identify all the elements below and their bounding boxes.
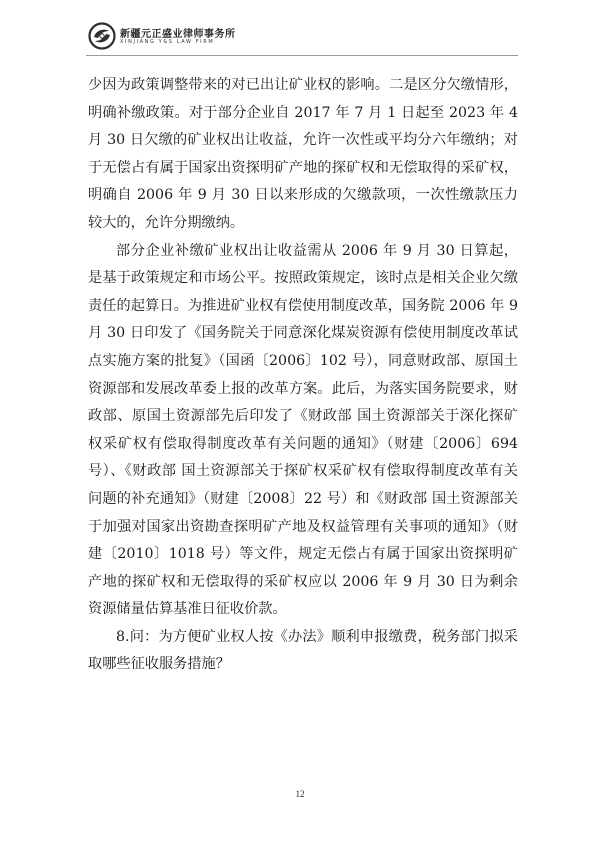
header-divider <box>86 55 518 56</box>
paragraph-continuation: 少因为政策调整带来的对已出让矿业权的影响。二是区分欠缴情形，明确补缴政策。对于部分企业自 2017 年 7 月 1 日起至 2023 年 4 月 30 日欠缴的矿业权出让收益，允许一次性或平均分六年缴纳；对于无偿占有属于国家出资探明矿产地的探矿权和无偿取得的采矿权，明确自 2006 年 9 月 30 日以来形成的欠缴款项，一次性缴款压力较大的，允许分期缴纳。 <box>88 77 518 231</box>
question-heading: 8.问：为方便矿业权人按《办法》顺利申报缴费，税务部门拟采取哪些征收服务措施？ <box>88 628 518 673</box>
page-number: 12 <box>295 789 305 799</box>
firm-name-chinese: 新疆元正盛业律师事务所 <box>120 29 236 40</box>
document-body <box>88 72 518 679</box>
paragraph-explanation: 部分企业补缴矿业权出让收益需从 2006 年 9 月 30 日算起，是基于政策规定和市场公平。按照政策规定，该时点是相关企业欠缴责任的起算日。为推进矿业权有偿使用制度改革，国务院 2006 年 9 月 30 日印发了《国务院关于同意深化煤炭资源有偿使用制度改革试点实施方案的批复》（国函〔2006〕102 号），同意财政部、原国土资源部和发展改革委上报的改革方案。此后，为落实国务院要求，财政部、原国土资源部先后印发了《财政部 国土资源部关于深化探矿权采矿权有偿取得制度改革有关问题的通知》（财建〔2006〕694 号）、《财政部 国土资源部关于探矿权采矿权有偿取得制度改革有关问题的补充通知》（财建〔2008〕22 号）和《财政部 国土资源部关于加强对国家出资勘查探明矿产地及权益管理有关事项的通知》（财建〔2010〕1018 号）等文件，规定无偿占有属于国家出资探明矿产地的探矿权和无偿取得的采矿权应以 2006 年 9 月 30 日为剩余资源储量估算基准日征收价款。 <box>88 242 518 618</box>
firm-logo-icon <box>88 22 116 50</box>
letterhead <box>88 22 518 54</box>
firm-name-english: XINJIANG Y&S LAW FIRM <box>120 39 215 45</box>
